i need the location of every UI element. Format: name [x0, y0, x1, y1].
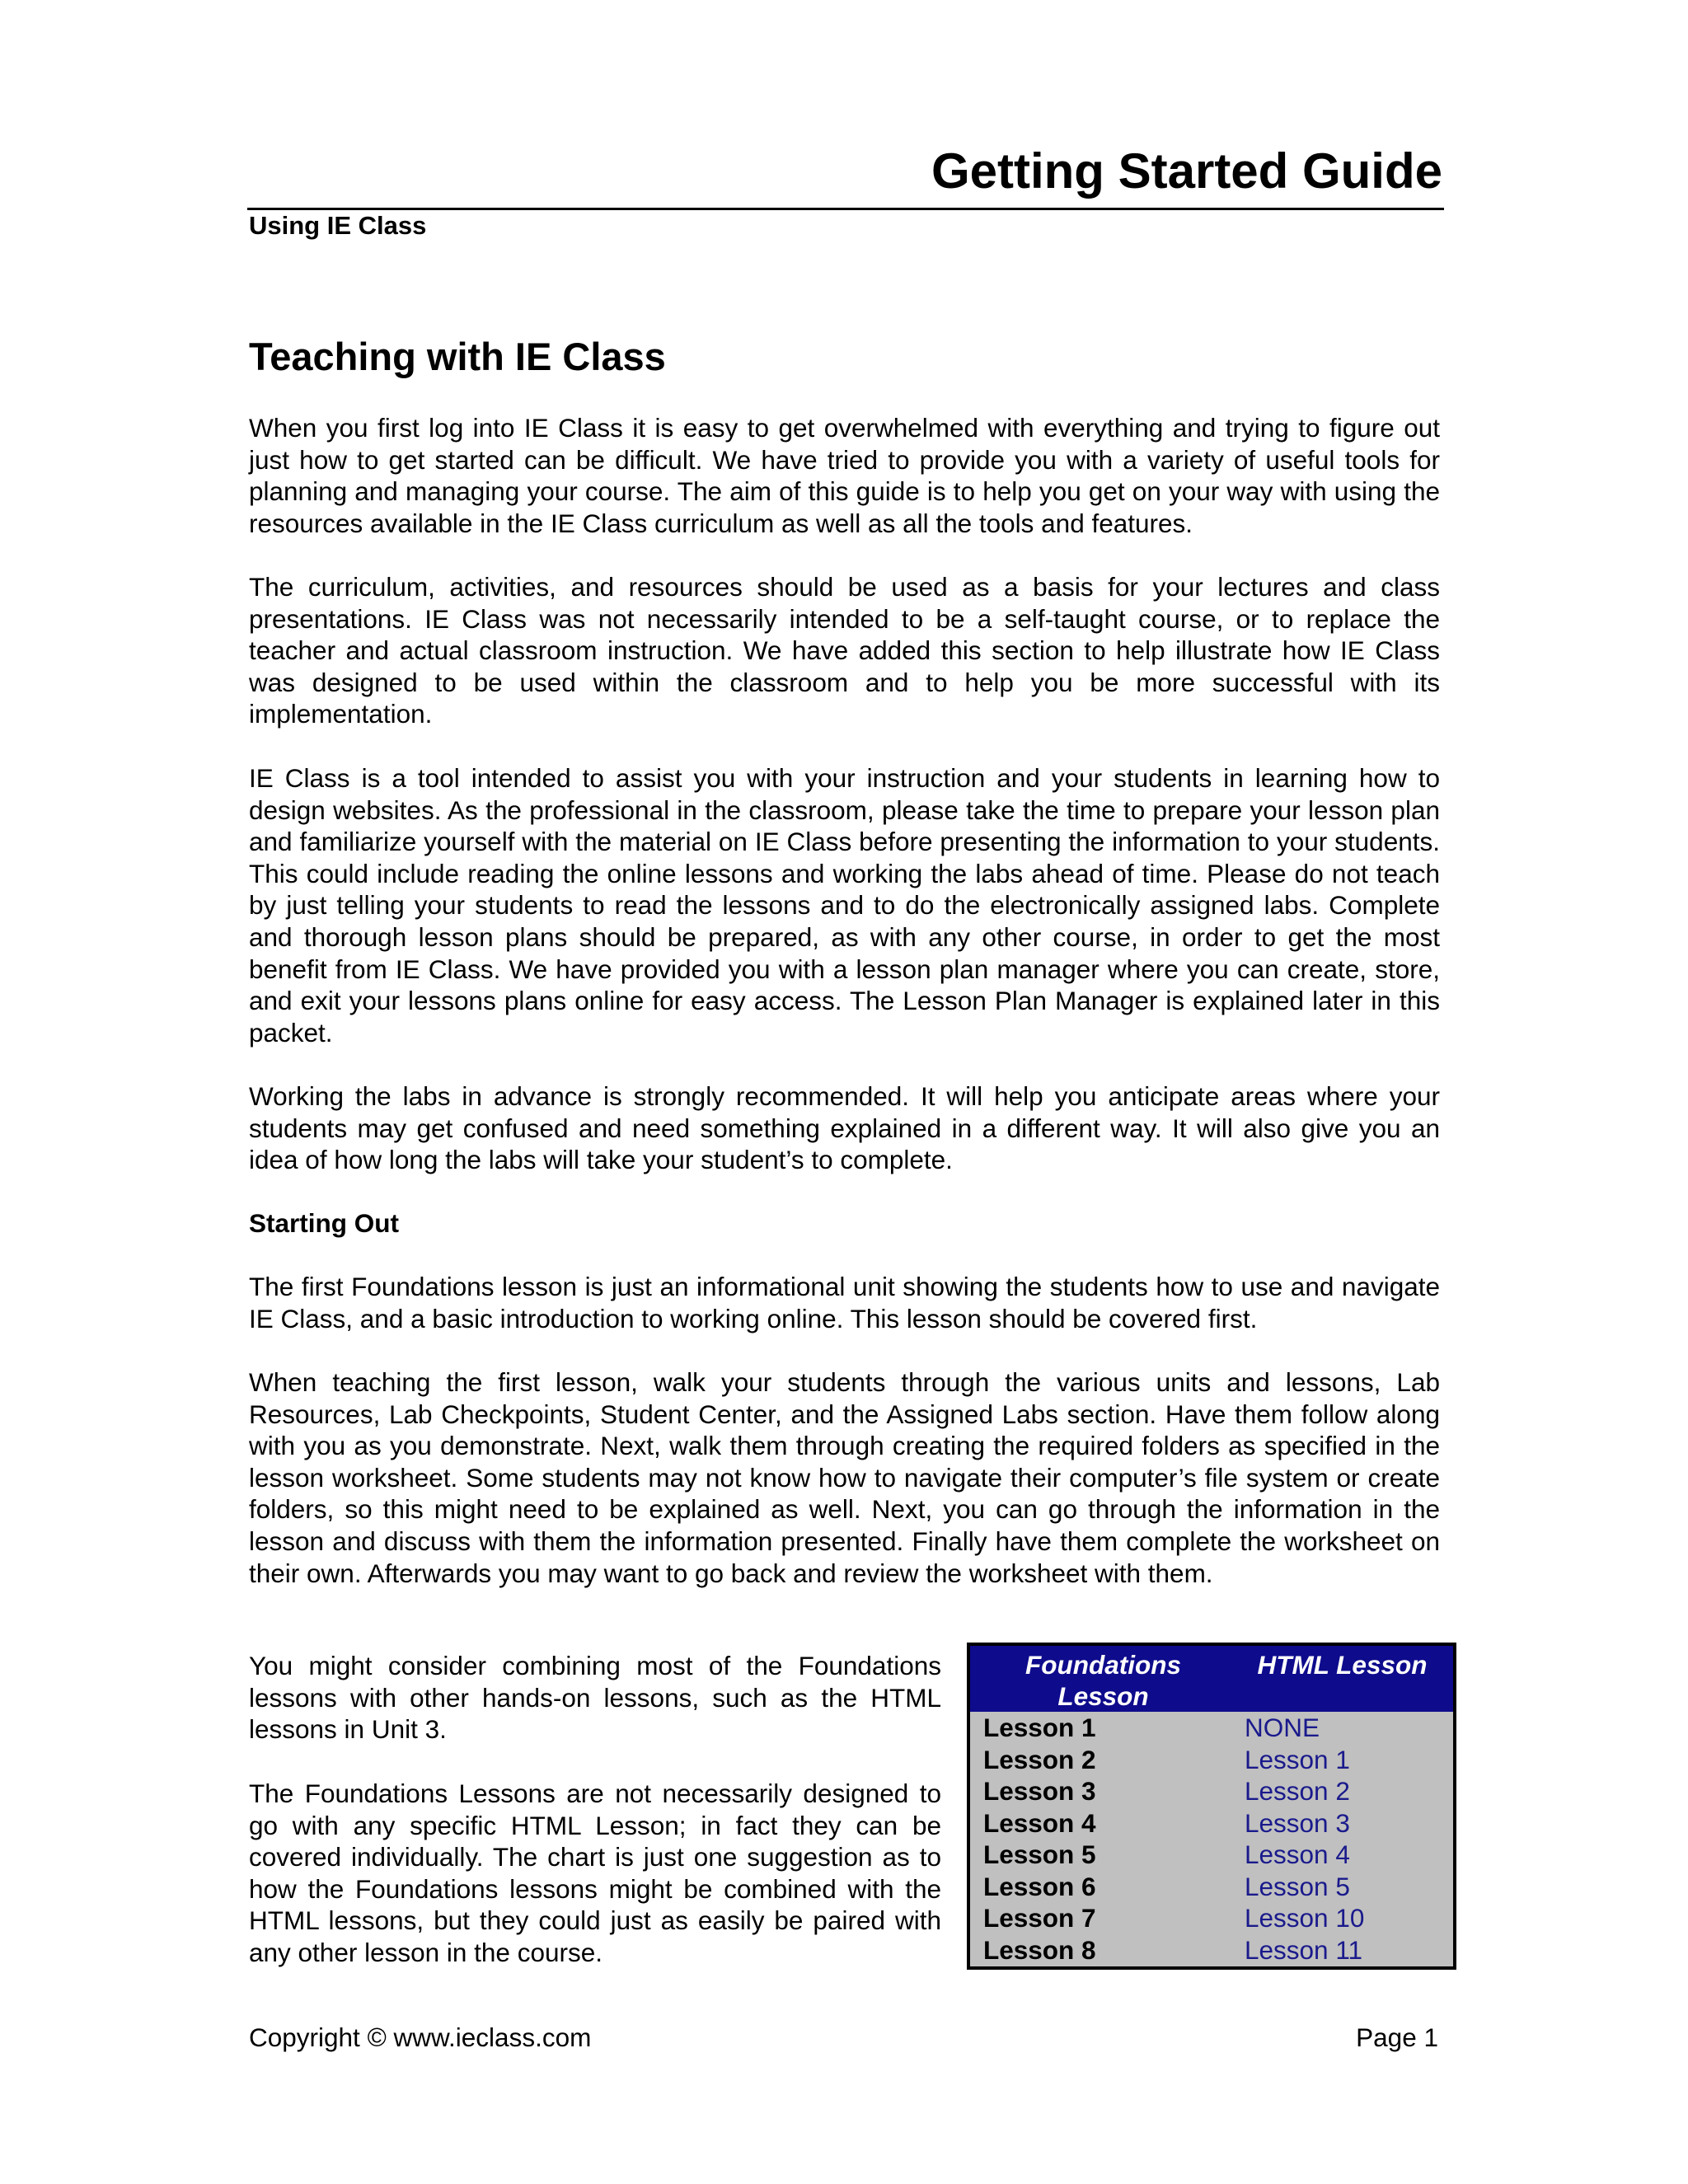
table-row: [970, 1839, 1453, 1871]
intro-paragraph-3: IE Class is a tool intended to assist you with your instruction and your students in learning how to design websites. As the professional in the classroom, please take the time to prepare your lesson plan and familiarize yourself with the material on IE Class before presenting the information to your students. This could include reading the online lessons and working the labs ahead of time. Please do not teach by just telling your students to read the lessons and to do the electronically assigned labs. Complete and thorough lesson plans should be prepared, as with any other course, in order to get the most benefit from IE Class. We have provided you with a lesson plan manager where you can create, store, and exit your lessons plans online for easy access. The Lesson Plan Manager is explained later in this packet.: [249, 763, 1440, 1047]
lesson-pairing-table: [967, 1643, 1456, 1970]
foundations-lesson-cell: Lesson 1: [983, 1713, 1096, 1742]
footer-page-number: Page 1: [1356, 2022, 1438, 2052]
html-lesson-cell: Lesson 10: [1245, 1903, 1365, 1933]
header-html-lesson: HTML Lesson: [1231, 1646, 1453, 1712]
foundations-lesson-cell: Lesson 5: [983, 1840, 1096, 1869]
foundations-lesson-cell: Lesson 7: [983, 1903, 1096, 1933]
html-lesson-cell: Lesson 11: [1245, 1934, 1363, 1965]
document-subheader: Using IE Class: [249, 211, 427, 240]
intro-paragraph-2: The curriculum, activities, and resources should be used as a basis for your lectures and class presentations. IE Class was not necessarily intended to be a self-taught course, or to replace the teacher and actual classroom instruction. We have added this section to help illustrate how IE Class was designed to be used within the classroom and to help you be more successful with its implementation.: [249, 572, 1440, 729]
intro-paragraph-4: Working the labs in advance is strongly recommended. It will help you anticipate areas where your students may get confused and need something explained in a different way. It will also give you an idea of how long the labs will take your student’s to complete.: [249, 1081, 1440, 1175]
starting-out-heading: Starting Out: [249, 1208, 399, 1238]
footer-copyright: Copyright © www.ieclass.com: [249, 2022, 592, 2052]
table-header-row: [970, 1646, 1453, 1712]
table-row: [970, 1744, 1453, 1776]
intro-paragraph-1: When you first log into IE Class it is easy to get overwhelmed with everything and trying to figure out just how to get started can be difficult. We have tried to provide you with a variety of useful tools for planning and managing your course. The aim of this guide is to help you get on your way with using the resources available in the IE Class curriculum as well as all the tools and features.: [249, 413, 1440, 538]
foundations-lesson-cell: Lesson 6: [983, 1871, 1096, 1901]
table-row: [970, 1775, 1453, 1807]
table-row: [970, 1902, 1453, 1934]
html-lesson-cell: Lesson 4: [1245, 1840, 1350, 1869]
starting-out-paragraph-3: You might consider combining most of the Foundations lessons with other hands-on lessons, such as the HTML lessons in Unit 3.: [249, 1651, 941, 1745]
foundations-lesson-cell: Lesson 8: [983, 1934, 1096, 1965]
html-lesson-cell: Lesson 3: [1245, 1807, 1350, 1838]
html-lesson-cell: Lesson 2: [1245, 1776, 1350, 1806]
foundations-lesson-cell: Lesson 4: [983, 1807, 1096, 1838]
title-divider: [247, 208, 1444, 210]
foundations-lesson-cell: Lesson 3: [983, 1776, 1096, 1806]
section-heading: Teaching with IE Class: [249, 335, 666, 378]
starting-out-paragraph-1: The first Foundations lesson is just an informational unit showing the students how to use and navigate IE Class, and a basic introduction to working online. This lesson should be covered first.: [249, 1272, 1440, 1333]
table-row: [970, 1871, 1453, 1903]
header-foundations-lesson: Foundations Lesson: [970, 1646, 1231, 1712]
starting-out-paragraph-2: When teaching the first lesson, walk your students through the various units and lessons, Lab Resources, Lab Checkpoints, Student Center, and the Assigned Labs section. Have them follow along with you as you demonstrate. Next, walk them through creating the required folders as specified in the lesson worksheet. Some students may not know how to navigate their computer’s file system or create folders, so this might need to be explained as well. Next, you can go through the information in the lesson and discuss with them the information presented. Finally have them complete the worksheet on their own. Afterwards you may want to go back and review the worksheet with them.: [249, 1367, 1440, 1588]
html-lesson-cell: NONE: [1245, 1713, 1320, 1742]
table-row: [970, 1807, 1453, 1840]
html-lesson-cell: Lesson 1: [1245, 1744, 1350, 1774]
table-row: [970, 1712, 1453, 1744]
table-row: [970, 1934, 1453, 1966]
foundations-lesson-cell: Lesson 2: [983, 1744, 1096, 1774]
html-lesson-cell: Lesson 5: [1245, 1871, 1350, 1901]
document-title: Getting Started Guide: [931, 143, 1442, 199]
starting-out-paragraph-4: The Foundations Lessons are not necessarily designed to go with any specific HTML Lesson; in fact they can be covered individually. The chart is just one suggestion as to how the Foundations lessons might be combined with the HTML lessons, but they could just as easily be paired with any other lesson in the course.: [249, 1779, 941, 1967]
